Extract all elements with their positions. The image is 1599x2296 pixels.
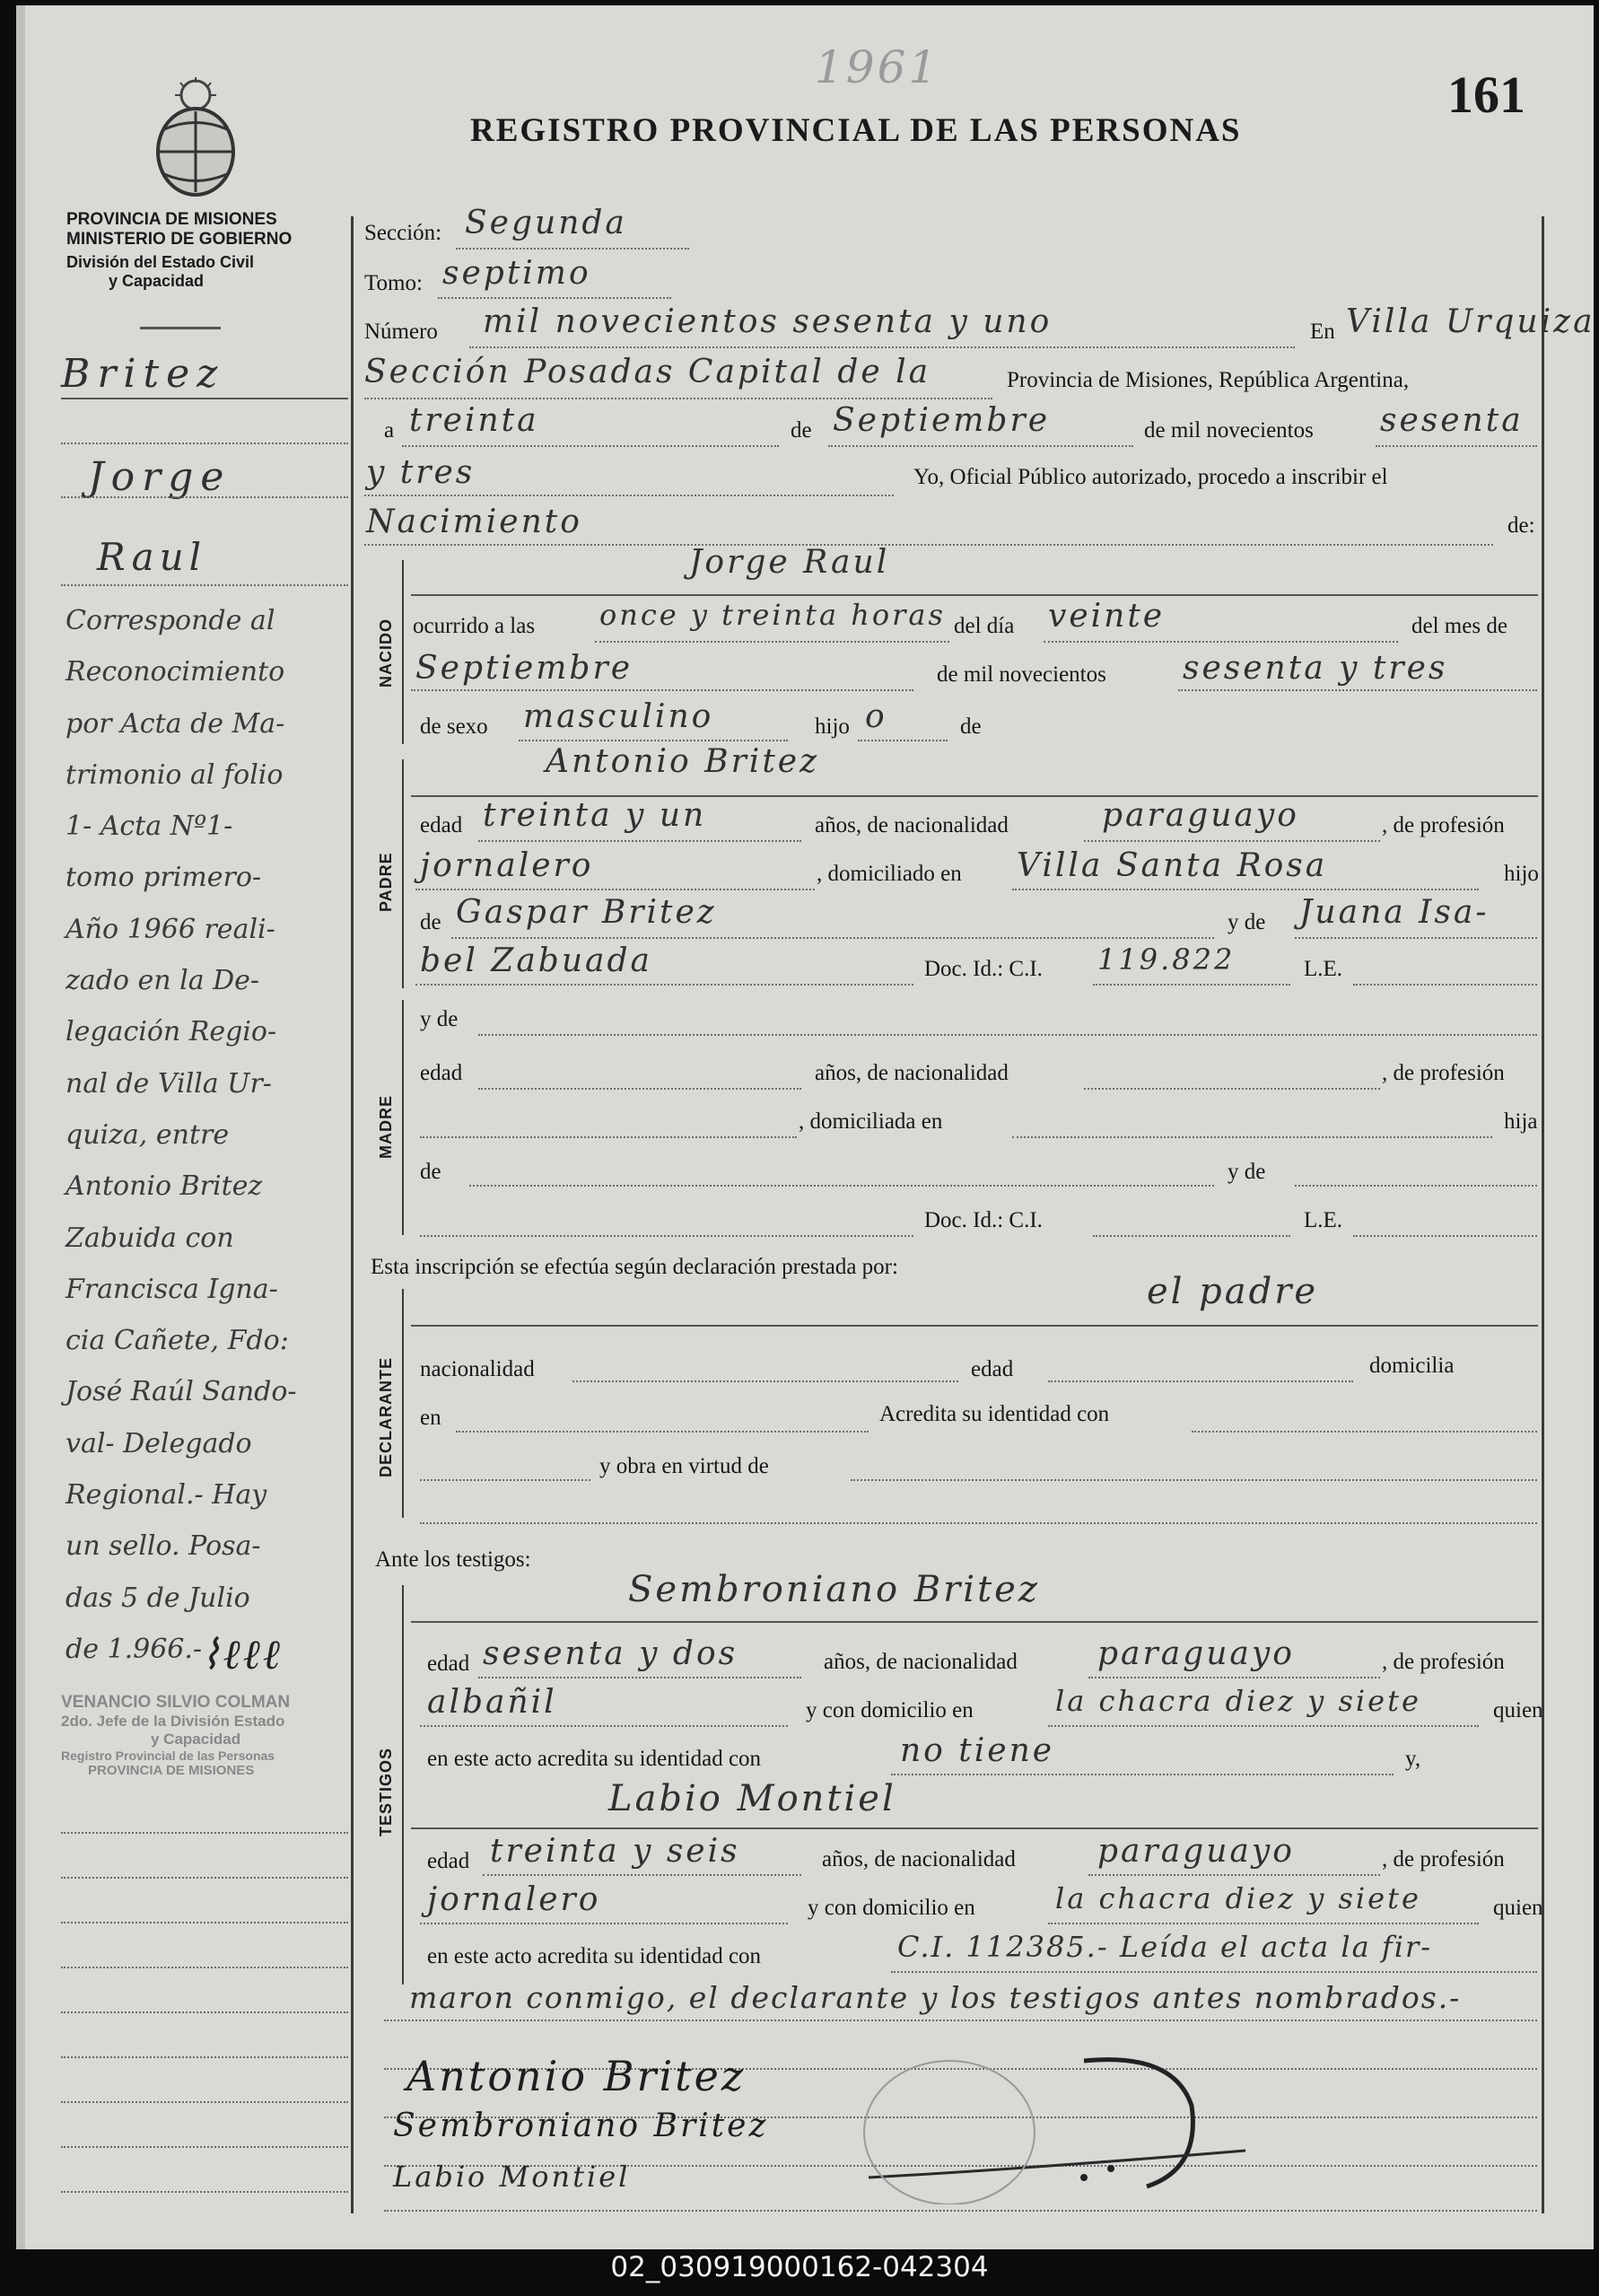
- place-value: Sección Posadas Capital de la: [364, 354, 931, 390]
- testigo-1-profesion-label: , de profesión: [1382, 1650, 1505, 1674]
- signature-antonio: Antonio Britez: [406, 2052, 747, 2100]
- padre-section-label: PADRE: [377, 852, 395, 912]
- en-label: En: [1310, 320, 1335, 344]
- madre-section-label: MADRE: [377, 1095, 395, 1159]
- testigo-2-name: Labio Montiel: [608, 1778, 896, 1819]
- hijo-label: hijo: [1504, 862, 1539, 886]
- signature-labio: Labio Montiel: [393, 2160, 631, 2194]
- margin-note-line: Corresponde al: [66, 605, 275, 636]
- act-value: Nacimiento: [366, 504, 582, 540]
- testigo-1-domicilio-label: y con domicilio en: [806, 1698, 974, 1722]
- field-line: [411, 594, 1538, 596]
- testigos-intro: Ante los testigos:: [375, 1547, 531, 1572]
- testigo-1-name: Sembroniano Britez: [628, 1569, 1040, 1610]
- testigo-2-profesion-label: , de profesión: [1382, 1847, 1505, 1871]
- margin-line: [61, 398, 348, 399]
- field-line: [1353, 984, 1537, 986]
- year-value-cont: y tres: [366, 454, 476, 491]
- header-left-block: [66, 210, 293, 291]
- margin-note-line: cia Cañete, Fdo:: [66, 1325, 289, 1357]
- testigo-1-y-label: y,: [1405, 1747, 1421, 1771]
- field-line: [469, 1185, 1214, 1187]
- testigo-2-anios-label: años, de nacionalidad: [822, 1847, 1016, 1871]
- tomo-value: septimo: [442, 255, 591, 292]
- stamp-line: 2do. Jefe de la División Estado: [61, 1713, 285, 1730]
- testigo-2-edad-value: treinta y seis: [490, 1833, 740, 1870]
- field-line: [595, 641, 949, 643]
- image-id-label: 02_030919000162-042304: [610, 2251, 989, 2283]
- margin-line: [61, 443, 348, 444]
- sexo-label: de sexo: [420, 714, 488, 739]
- testigo-2-profesion-value: jornalero: [427, 1881, 601, 1918]
- field-line: [1048, 1725, 1479, 1727]
- nacido-section-label: NACIDO: [377, 618, 395, 688]
- field-line: [402, 445, 779, 447]
- edad-value: treinta y un: [483, 797, 707, 834]
- margin-signature: ⌇ℓℓℓ: [200, 1630, 283, 1678]
- official-signature-mark: [851, 2034, 1353, 2204]
- testigo-1-acredita-value: no tiene: [900, 1732, 1055, 1769]
- declarante-domicilia-label: domicilia: [1369, 1354, 1455, 1378]
- profesion-label: , de profesión: [1382, 813, 1505, 837]
- division-label-1: División del Estado Civil: [66, 253, 255, 271]
- field-line: [438, 297, 671, 299]
- month-value: Septiembre: [833, 402, 1050, 439]
- declarante-edad-label: edad: [971, 1357, 1014, 1381]
- anio-value: sesenta y tres: [1183, 650, 1448, 687]
- field-line: [483, 1874, 801, 1876]
- hijo-value: o: [865, 698, 887, 735]
- signature-sembroniano: Sembroniano Britez: [393, 2108, 769, 2144]
- declarante-name-value: el padre: [1147, 1271, 1319, 1312]
- padre-bracket: [402, 759, 404, 988]
- province-label: PROVINCIA DE MISIONES: [66, 210, 277, 229]
- year-value: sesenta: [1380, 402, 1524, 439]
- field-line: [572, 1380, 958, 1382]
- field-line: [1048, 1923, 1479, 1924]
- seccion-label: Sección:: [364, 221, 442, 245]
- margin-note-line: por Acta de Ma-: [66, 707, 285, 740]
- margin-line: [61, 1922, 348, 1924]
- en-value: Villa Urquiza: [1346, 303, 1595, 340]
- field-line: [1084, 1088, 1380, 1090]
- field-line: [891, 1971, 1537, 1973]
- declarante-intro: Esta inscripción se efectúa según declaración prestada por:: [371, 1255, 898, 1279]
- paternal-grandfather-value: Gaspar Britez: [456, 894, 717, 931]
- ocurrido-label: ocurrido a las: [413, 614, 536, 638]
- field-line: [1012, 889, 1479, 890]
- margin-note-line: 1- Acta Nº1-: [66, 811, 233, 843]
- testigo-1-edad-label: edad: [427, 1652, 470, 1676]
- field-line: [1088, 1677, 1380, 1678]
- field-line: [1178, 689, 1537, 691]
- de-colon-label: de:: [1507, 513, 1535, 538]
- margin-note-line: legación Regio-: [66, 1016, 277, 1048]
- hora-value: once y treinta horas: [599, 598, 946, 632]
- margin-note-line: trimonio al folio: [66, 758, 284, 791]
- field-line: [1048, 1380, 1353, 1382]
- madre-doc-label: Doc. Id.: C.I.: [924, 1208, 1043, 1232]
- field-line: [478, 840, 801, 842]
- field-line: [1376, 445, 1537, 447]
- field-line: [420, 1923, 788, 1924]
- field-line: [1044, 641, 1398, 643]
- declarante-nacionalidad-label: nacionalidad: [420, 1357, 535, 1381]
- field-line: [420, 1725, 788, 1727]
- margin-note-line: nal de Villa Ur-: [66, 1067, 272, 1100]
- margin-note-line: das 5 de Julio: [66, 1582, 250, 1614]
- margin-note-line: tomo primero-: [66, 862, 262, 894]
- dia-value: veinte: [1048, 598, 1166, 635]
- margin-line: [61, 2146, 348, 2148]
- madre-profesion-label: , de profesión: [1382, 1061, 1505, 1085]
- declarante-en-label: en: [420, 1406, 441, 1430]
- closing-text: maron conmigo, el declarante y los testigos antes nombrados.-: [409, 1980, 1462, 2015]
- numero-label: Número: [364, 320, 438, 344]
- father-name-value: Antonio Britez: [546, 743, 820, 780]
- field-line: [456, 1431, 869, 1433]
- field-line: [1084, 840, 1380, 842]
- madre-de-label: de: [420, 1160, 441, 1184]
- day-value: treinta: [409, 402, 539, 439]
- field-line: [420, 1479, 590, 1481]
- margin-first-name: Jorge: [88, 454, 232, 500]
- document-sheet: [16, 5, 1594, 2249]
- ministry-label: MINISTERIO DE GOBIERNO: [66, 230, 293, 249]
- testigo-1-nacionalidad-value: paraguayo: [1097, 1635, 1295, 1672]
- testigo-2-nacionalidad-value: paraguayo: [1097, 1833, 1295, 1870]
- field-line: [456, 248, 689, 250]
- margin-line: [61, 584, 348, 586]
- field-line: [384, 2020, 1537, 2021]
- margin-note-line: José Raúl Sando-: [66, 1376, 297, 1408]
- field-line: [519, 740, 788, 741]
- field-line: [451, 937, 1214, 939]
- margin-note-line: zado en la De-: [66, 965, 260, 997]
- madre-le-label: L.E.: [1304, 1208, 1343, 1232]
- nacido-bracket: [402, 560, 404, 744]
- testigo-2-domicilio-value: la chacra diez y siete: [1055, 1881, 1421, 1915]
- margin-note-line: quiza, entre: [66, 1118, 230, 1151]
- year-label: de mil novecientos: [1144, 418, 1314, 443]
- field-line: [415, 889, 815, 890]
- declarante-section-label: DECLARANTE: [377, 1357, 395, 1477]
- testigo-2-quien-label: quien: [1493, 1896, 1543, 1920]
- margin-line: [61, 1877, 348, 1879]
- province-text: Provincia de Misiones, República Argentina,: [1007, 368, 1410, 392]
- field-line: [415, 984, 913, 986]
- madre-domicilio-label: , domiciliada en: [799, 1109, 943, 1134]
- field-line: [478, 1677, 801, 1678]
- testigo-2-acredita-label: en este acto acredita su identidad con: [427, 1944, 762, 1968]
- field-line: [411, 1325, 1538, 1327]
- anios-label: años, de nacionalidad: [815, 813, 1009, 837]
- madre-edad-label: edad: [420, 1061, 463, 1085]
- tomo-label: Tomo:: [364, 271, 423, 295]
- field-line: [411, 1827, 1538, 1829]
- field-line: [364, 398, 992, 399]
- margin-note-line: Francisca Igna-: [66, 1273, 278, 1305]
- child-name-value: Jorge Raul: [689, 544, 890, 581]
- field-line: [478, 1088, 801, 1090]
- field-line: [1192, 1431, 1537, 1433]
- a-label: a: [384, 418, 395, 443]
- margin-line: [61, 1832, 348, 1834]
- edad-label: edad: [420, 813, 463, 837]
- page-title: REGISTRO PROVINCIAL DE LAS PERSONAS: [470, 112, 1242, 149]
- margin-line: [61, 2056, 348, 2058]
- nacionalidad-value: paraguayo: [1102, 797, 1299, 834]
- domicilio-label: , domiciliado en: [817, 862, 962, 886]
- testigo-1-domicilio-value: la chacra diez y siete: [1055, 1684, 1421, 1718]
- testigo-2-acredita-value: C.I. 112385.- Leída el acta la fir-: [897, 1930, 1433, 1964]
- testigo-1-anios-label: años, de nacionalidad: [824, 1650, 1018, 1674]
- field-line: [1093, 1235, 1290, 1237]
- field-line: [1295, 1185, 1537, 1187]
- testigo-1-acredita-label: en este acto acredita su identidad con: [427, 1747, 762, 1771]
- le-label: L.E.: [1304, 957, 1343, 981]
- page-number: 161: [1447, 66, 1525, 124]
- margin-note-line: Año 1966 reali-: [66, 913, 275, 945]
- division-label-2: y Capacidad: [108, 272, 205, 290]
- margin-line: [61, 2101, 348, 2103]
- madre-hija-label: hija: [1504, 1109, 1538, 1134]
- field-line: [1295, 937, 1537, 939]
- madre-y-de2-label: y de: [1228, 1160, 1266, 1184]
- margin-middle-name: Raul: [97, 535, 207, 579]
- profesion-value: jornalero: [420, 847, 594, 884]
- madre-anios-label: años, de nacionalidad: [815, 1061, 1009, 1085]
- paternal-grandmother-value-cont: bel Zabuada: [420, 942, 652, 979]
- field-line: [828, 445, 1133, 447]
- seccion-value: Segunda: [465, 205, 627, 241]
- field-line: [364, 544, 1493, 546]
- field-line: [891, 1774, 1394, 1775]
- field-line: [411, 689, 913, 691]
- testigo-2-domicilio-label: y con domicilio en: [808, 1896, 975, 1920]
- margin-note-line: Reconocimiento: [66, 656, 285, 688]
- field-line: [364, 495, 894, 496]
- margin-note-line: val- Delegado: [66, 1427, 252, 1459]
- de-label: de: [791, 418, 812, 443]
- madre-y-de-label: y de: [420, 1007, 459, 1031]
- declarante-obra-label: y obra en virtud de: [599, 1454, 769, 1478]
- testigo-2-edad-label: edad: [427, 1849, 470, 1873]
- doc-value: 119.822: [1097, 942, 1236, 977]
- hijo-label: hijo: [815, 714, 850, 739]
- de-label: de: [960, 714, 982, 739]
- margin-note-line: Antonio Britez: [66, 1170, 263, 1203]
- field-line: [1088, 1874, 1380, 1876]
- header-divider: [140, 327, 221, 329]
- de-label: de: [420, 910, 441, 934]
- del-mes-label: del mes de: [1411, 614, 1507, 638]
- field-line: [469, 346, 1295, 348]
- testigos-bracket: [402, 1585, 404, 1985]
- margin-line: [61, 1967, 348, 1968]
- margin-note-line: de 1.966.-: [66, 1633, 203, 1665]
- field-line: [1012, 1136, 1492, 1138]
- field-line: [1093, 984, 1290, 986]
- stamp-line: PROVINCIA DE MISIONES: [88, 1763, 255, 1778]
- testigo-1-profesion-value: albañil: [427, 1684, 557, 1721]
- declarante-bracket: [402, 1289, 404, 1518]
- field-line: [420, 1235, 913, 1237]
- field-line: [384, 2210, 1537, 2212]
- stamp-line: y Capacidad: [151, 1731, 241, 1748]
- margin-line: [61, 2011, 348, 2013]
- testigo-1-edad-value: sesenta y dos: [483, 1635, 738, 1672]
- sexo-value: masculino: [523, 698, 714, 735]
- declarante-acredita-label: Acredita su identidad con: [879, 1402, 1110, 1426]
- margin-note-line: un sello. Posa-: [66, 1530, 261, 1563]
- field-line: [1353, 1235, 1537, 1237]
- stamp-name: VENANCIO SILVIO COLMAN: [61, 1693, 291, 1712]
- margin-surname: Britez: [61, 351, 225, 397]
- field-line: [858, 740, 948, 741]
- domicilio-value: Villa Santa Rosa: [1017, 847, 1328, 884]
- field-line: [420, 1136, 797, 1138]
- testigo-1-quien-label: quien: [1493, 1698, 1543, 1722]
- margin-note-line: Zabuida con: [66, 1222, 234, 1254]
- field-line: [851, 1479, 1537, 1481]
- numero-value: mil novecientos sesenta y uno: [483, 303, 1053, 340]
- anio-label: de mil novecientos: [937, 662, 1106, 687]
- field-line: [478, 1034, 1537, 1036]
- field-line: [420, 1522, 1537, 1524]
- paternal-grandmother-value: Juana Isa-: [1299, 894, 1490, 931]
- del-dia-label: del día: [954, 614, 1015, 638]
- madre-bracket: [402, 1000, 404, 1235]
- y-de-label: y de: [1228, 910, 1266, 934]
- year-annotation: 1961: [815, 41, 940, 93]
- testigos-section-label: TESTIGOS: [377, 1747, 395, 1836]
- doc-label: Doc. Id.: C.I.: [924, 957, 1043, 981]
- field-line: [411, 1621, 1538, 1623]
- coat-of-arms-emblem: [146, 75, 245, 210]
- margin-note: [66, 605, 362, 1685]
- oficial-text: Yo, Oficial Público autorizado, procedo a inscribir el: [913, 465, 1388, 489]
- mes-value: Septiembre: [415, 650, 633, 687]
- margin-line: [61, 496, 348, 498]
- margin-stamp: [61, 1693, 366, 1778]
- margin-line: [61, 2191, 348, 2193]
- stamp-line: Registro Provincial de las Personas: [61, 1748, 275, 1763]
- margin-note-line: Regional.- Hay: [66, 1479, 267, 1512]
